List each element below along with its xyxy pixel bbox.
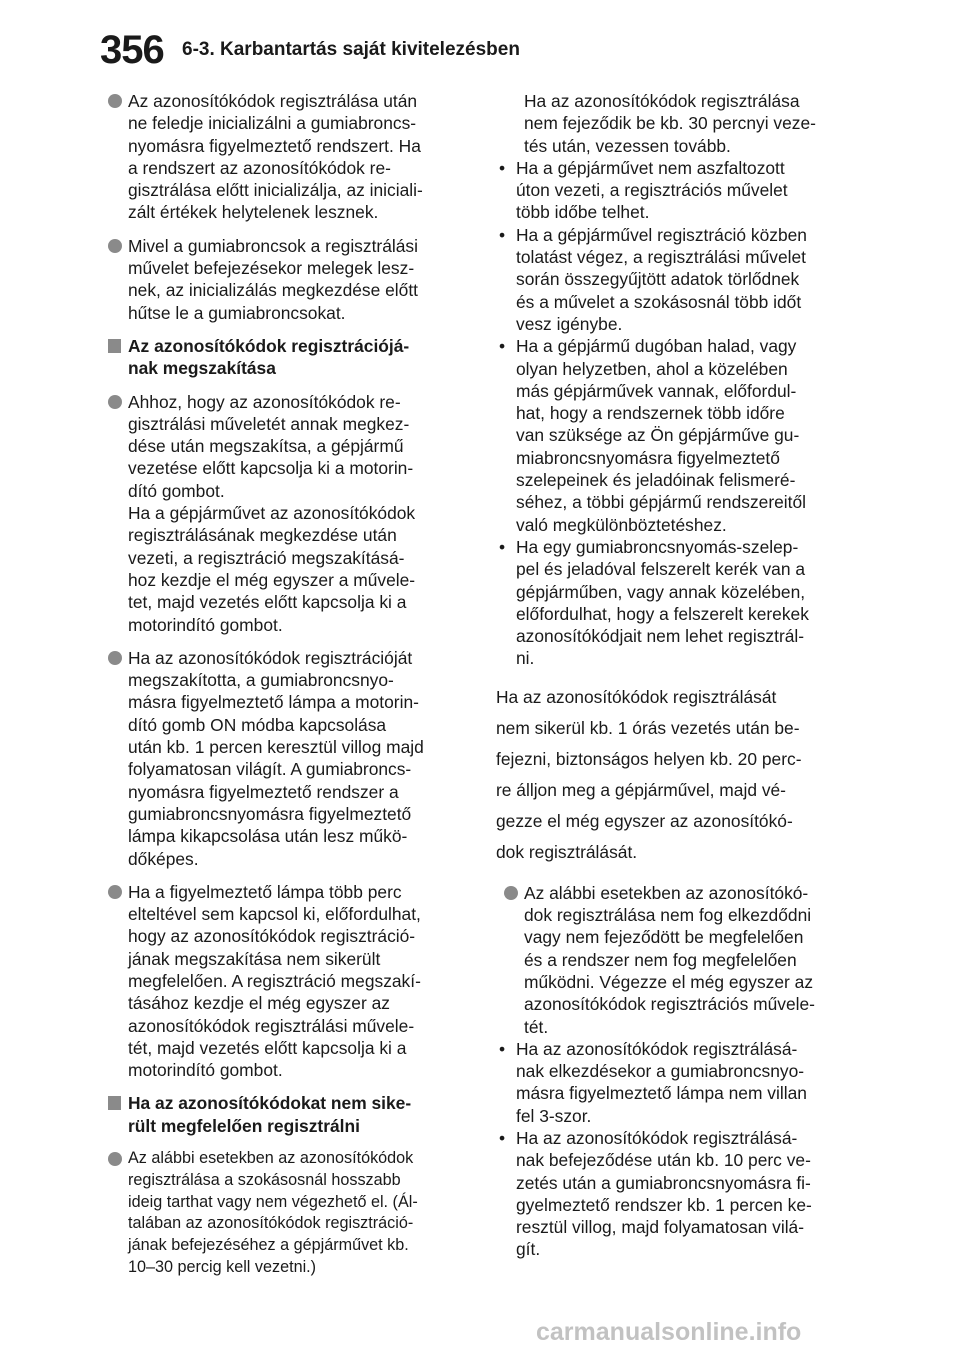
dot-item-text: Ha a gépjárművet nem aszfaltozott úton vezeti, a regisztrációs művelet több időbe telhet.: [516, 157, 788, 223]
list-item: [100, 1148, 472, 1279]
list-item: [100, 235, 472, 324]
list-item: [496, 882, 858, 1038]
item-text: Az alábbi esetekben az azonosítókó- dok regisztrálása nem fog elkezdődni vagy nem fejeződött be megfelelően és a rendszer nem fog megfelelően működni. Végezze el még egyszer az azonosítókódok regisztrációs művele- tét.: [524, 882, 815, 1037]
list-item: [100, 881, 472, 1082]
round-bullet-icon: [108, 94, 122, 108]
item-text: Mivel a gumiabroncsok a regisztrálási művelet befejezésekor melegek lesz- nek, az inicializálás megkezdése előtt hűtse le a gumiabroncsokat.: [128, 235, 418, 323]
dot-list-item: [496, 1127, 858, 1261]
dot-list-item: [496, 1038, 858, 1127]
dot-list-item: [496, 536, 858, 670]
round-bullet-icon: [108, 395, 122, 409]
dot-item-text: Ha egy gumiabroncsnyomás-szelep- pel és jeladóval felszerelt kerék van a gépjárműben, vagy annak közelében, előfordulhat, hogy a felszerelt kerekek azonosítókódjait nem lehet regisztrál- ni.: [516, 536, 809, 669]
dot-list: [496, 157, 858, 670]
dot-item-text: Ha a gépjármű dugóban halad, vagy olyan helyzetben, ahol a közelében más gépjárművek vannak, előfordul- hat, hogy a rendszernek több időre van szüksége az Ön gépjárműve gu- miabroncsnyomásra figyelmeztető szelepeinek és jeladóinak felismeré- séhez, a többi gépjármű rendszereitől való megkülönböztetéshez.: [516, 336, 807, 535]
right-column: [496, 90, 858, 1272]
heading-text: Ha az azonosítókódokat nem sike- rült megfelelően regisztrálni: [128, 1093, 412, 1136]
round-bullet-icon: [504, 886, 518, 900]
round-bullet-icon: [108, 651, 122, 665]
dot-bullet-icon: •: [499, 157, 506, 178]
dot-bullet-icon: •: [499, 224, 506, 245]
dot-list: [496, 1038, 858, 1261]
round-bullet-icon: [108, 885, 122, 899]
dot-list-item: [496, 224, 858, 335]
dot-list-item: [496, 157, 858, 224]
paragraph: Ha az azonosítókódok regisztrálását nem sikerül kb. 1 órás vezetés után be- fejezni, biztonságos helyen kb. 20 perc- re álljon meg a gépjárművel, majd vé- gezze el még egyszer az azonosítókó- dok regisztrálását.: [496, 686, 802, 862]
continuation-text: [496, 90, 858, 157]
list-item: [100, 647, 472, 870]
left-column: [100, 90, 472, 1290]
square-bullet-icon: [108, 339, 121, 353]
dot-bullet-icon: •: [499, 536, 506, 557]
heading-text: Az azonosítókódok regisztrációjá- nak megszakítása: [128, 335, 410, 379]
square-bullet-icon: [108, 1096, 121, 1110]
list-item: [100, 391, 472, 636]
list-item: [100, 90, 472, 224]
page-number: 356: [100, 28, 164, 72]
round-bullet-icon: [108, 239, 122, 253]
item-text: Az alábbi esetekben az azonosítókódok regisztrálása a szokásosnál hosszabb ideig tarthat vagy nem végezhető el. (Ál- talában az azonosítókódok regisztráció- jának befejezéséhez a gépjárművet kb. 10–30 percig kell vezetni.): [128, 1149, 418, 1277]
item-text: Ha a figyelmeztető lámpa több perc elteltével sem kapcsol ki, előfordulhat, hogy az azonosítókódok regisztráció- jának megszakítása nem sikerült megfelelően. A regisztráció megszakí- tásához kezdje el még egyszer az azonosítókódok regisztrálási művele- tét, majd vezetés előtt kapcsolja ki a motorindító gombot.: [128, 881, 421, 1081]
section-heading: [100, 1092, 472, 1137]
dot-item-text: Ha a gépjárművel regisztráció közben tolatást végez, a regisztrálási művelet során összegyűjtött adatok törlődnek és a művelet a szokásosnál több időt vesz igénybe.: [516, 224, 807, 334]
item-text: Ahhoz, hogy az azonosítókódok re- gisztrálási műveletét annak megkez- dése után megszakítsa, a gépjármű vezetése előtt kapcsolja ki a motorin- dító gombot. Ha a gépjárművet az azonosítókódok regisztrálásának megkezdése után vezeti, a regisztráció megszakításá- hoz kezdje el még egyszer a művele- tet, majd vezetés előtt kapcsolja ki a motorindító gombot.: [128, 391, 416, 635]
round-bullet-icon: [108, 1152, 122, 1166]
dot-bullet-icon: •: [499, 1127, 506, 1148]
item-text: Az azonosítókódok regisztrálása után ne feledje inicializálni a gumiabroncs- nyomásra figyelmeztető rendszert. Ha a rendszert az azonosítókódok re- gisztrálása előtt inicializálja, az iniciali- zált értékek helytelenek lesznek.: [128, 91, 423, 223]
intro-text: Ha az azonosítókódok regisztrálása nem fejeződik be kb. 30 percnyi veze- tés után, vezessen tovább.: [524, 91, 816, 156]
dot-bullet-icon: •: [499, 336, 506, 357]
section-heading: [100, 335, 472, 380]
dot-bullet-icon: •: [499, 1038, 506, 1059]
dot-item-text: Ha az azonosítókódok regisztrálásá- nak elkezdésekor a gumiabroncsnyo- másra figyelmeztető lámpa nem villan fel 3-szor.: [516, 1038, 807, 1126]
chapter-title: 6-3. Karbantartás saját kivitelezésben: [182, 39, 520, 60]
item-text: Ha az azonosítókódok regisztrációját megszakította, a gumiabroncsnyo- másra figyelmeztető lámpa a motorin- dító gomb ON módba kapcsolása után kb. 1 percen keresztül villog majd folyamatosan világít. A gumiabroncs- nyomásra figyelmeztető rendszer a gumiabroncsnyomásra figyelmeztető lámpa kikapcsolása után lesz műkö- dőképes.: [128, 647, 424, 869]
dot-list-item: [496, 335, 858, 536]
watermark: carmanualsonline.info: [536, 1318, 802, 1346]
dot-item-text: Ha az azonosítókódok regisztrálásá- nak befejeződése után kb. 10 perc ve- zetés után a gumiabroncsnyomásra fi- gyelmeztető rendszer kb. 1 percen ke- resztül villog, majd folyamatosan vilá- gít.: [516, 1127, 812, 1260]
page-header: [0, 0, 960, 80]
